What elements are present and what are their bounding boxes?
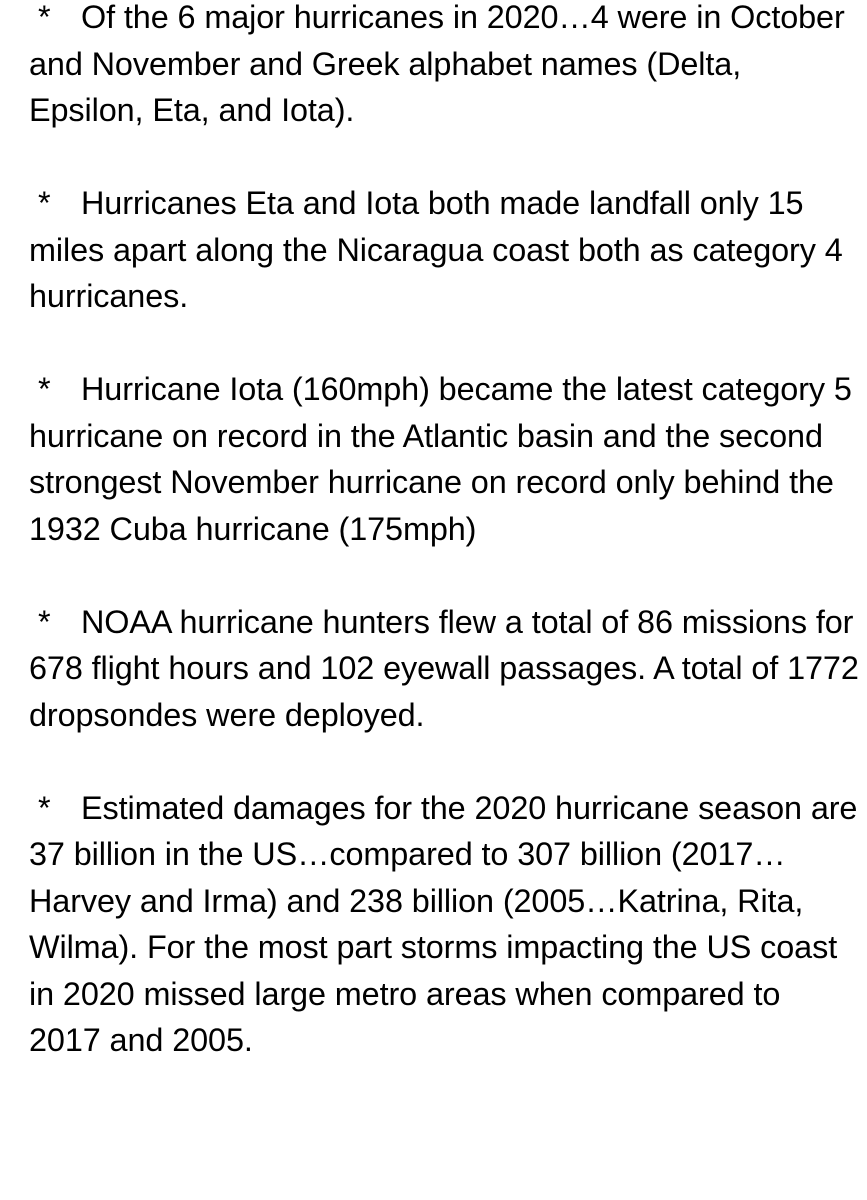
note-text: Hurricane Iota (160mph) became the latest category 5 hurricane on record in the Atlantic basin and the second strongest November hurricane on record only behind the 1932 Cuba hurricane (175mph) bbox=[29, 371, 852, 547]
note-text: NOAA hurricane hunters flew a total of 86 missions for 678 flight hours and 102 eyewall passages. A total of 1772 dropsondes were deployed. bbox=[29, 603, 859, 733]
hurricane-notes-list bbox=[29, 0, 859, 1110]
bullet-marker: * bbox=[38, 789, 51, 826]
note-text: Estimated damages for the 2020 hurricane season are 37 billion in the US…compared to 307 billion (2017…Harvey and Irma) and 238 billion (2005…Katrina, Rita, Wilma). For the most part storms impacting the US coast in 2020 missed large metro areas when compared to 2017 and 2005. bbox=[29, 789, 858, 1058]
note-item bbox=[29, 0, 859, 134]
bullet-marker: * bbox=[38, 603, 51, 640]
bullet-marker: * bbox=[38, 371, 51, 407]
note-item bbox=[29, 180, 859, 320]
note-item bbox=[29, 785, 859, 1064]
note-item bbox=[29, 366, 859, 552]
bullet-marker: * bbox=[38, 0, 51, 35]
bullet-marker: * bbox=[38, 185, 51, 221]
note-text: Of the 6 major hurricanes in 2020…4 were in October and November and Greek alphabet names (Delta, Epsilon, Eta, and Iota). bbox=[29, 0, 845, 128]
note-text: Hurricanes Eta and Iota both made landfall only 15 miles apart along the Nicaragua coast both as category 4 hurricanes. bbox=[29, 185, 843, 314]
note-item bbox=[29, 599, 859, 739]
